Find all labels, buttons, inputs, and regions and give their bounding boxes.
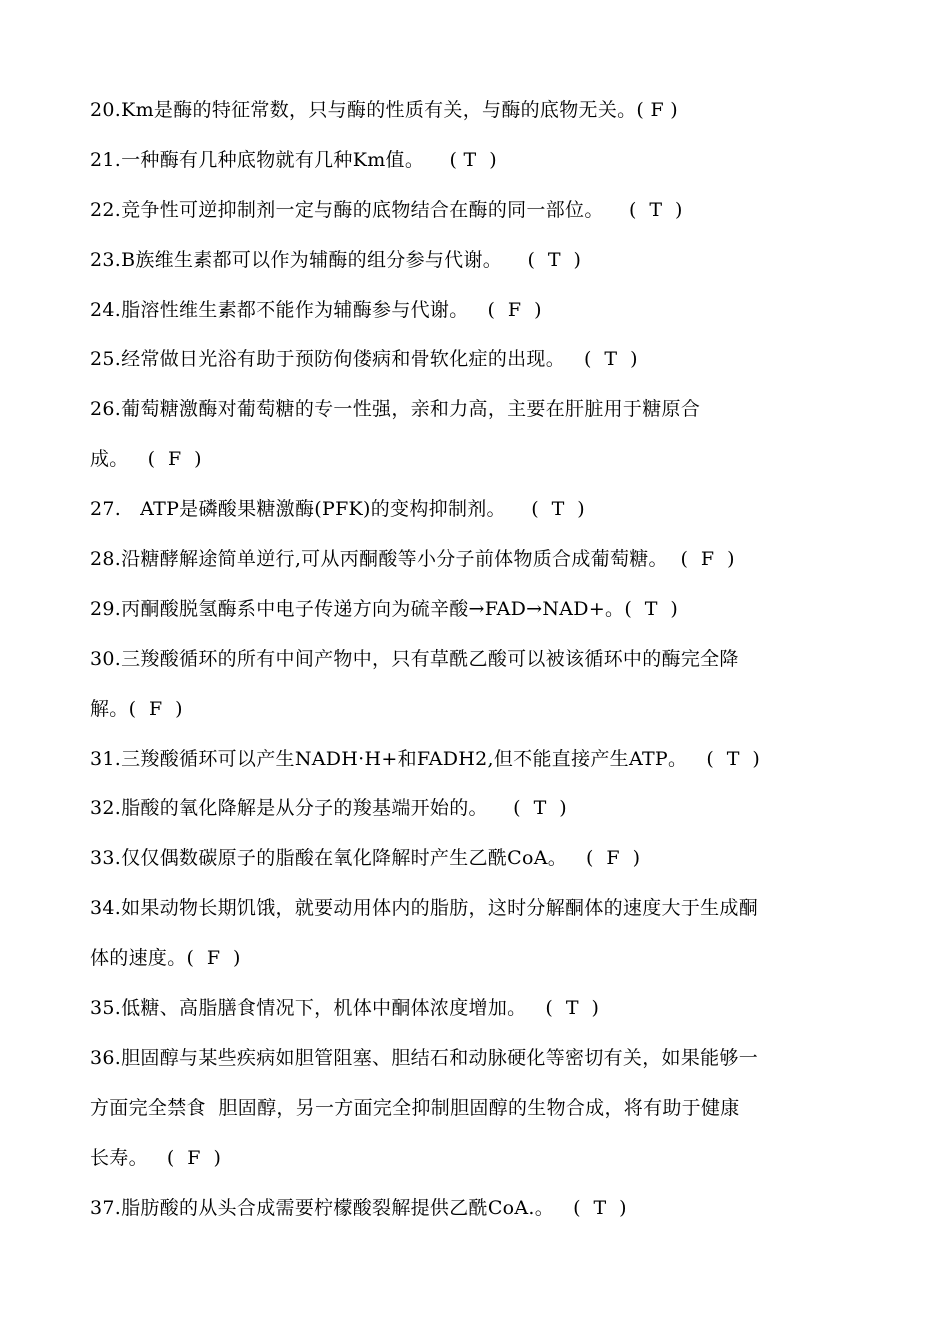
question-29: 29.丙酮酸脱氢酶系中电子传递方向为硫辛酸→FAD→NAD+。( T ) <box>90 597 679 620</box>
question-28: 28.沿糖酵解途简单逆行,可从丙酮酸等小分子前体物质合成葡萄糖。 ( F ) <box>90 548 735 571</box>
question-34-continued: 体的速度。( F ) <box>90 947 241 970</box>
question-37: 37.脂肪酸的从头合成需要柠檬酸裂解提供乙酰CoA.。 ( T ) <box>90 1196 627 1219</box>
question-24: 24.脂溶性维生素都不能作为辅酶参与代谢。 ( F ) <box>90 298 542 321</box>
question-32: 32.脂酸的氧化降解是从分子的羧基端开始的。 ( T ) <box>90 797 567 820</box>
question-36: 36.胆固醇与某些疾病如胆管阻塞、胆结石和动脉硬化等密切有关，如果能够一 <box>90 1046 759 1069</box>
question-21: 21.一种酶有几种底物就有几种Km值。 ( T ) <box>90 148 497 171</box>
question-20: 20.Km是酶的特征常数，只与酶的性质有关，与酶的底物无关。( F ) <box>90 99 679 121</box>
question-31: 31.三羧酸循环可以产生NADH·H+和FADH2,但不能直接产生ATP。 ( T ) <box>90 747 761 770</box>
question-27: 27. ATP是磷酸果糖激酶(PFK)的变构抑制剂。 ( T ) <box>90 498 585 521</box>
question-22: 22.竞争性可逆抑制剂一定与酶的底物结合在酶的同一部位。 ( T ) <box>90 198 683 221</box>
question-30-continued: 解。( F ) <box>90 697 183 720</box>
question-30: 30.三羧酸循环的所有中间产物中，只有草酰乙酸可以被该循环中的酶完全降 <box>90 647 739 670</box>
question-25: 25.经常做日光浴有助于预防佝偻病和骨软化症的出现。 ( T ) <box>90 348 638 371</box>
question-23: 23.B族维生素都可以作为辅酶的组分参与代谢。 ( T ) <box>90 248 582 271</box>
question-34: 34.如果动物长期饥饿，就要动用体内的脂肪，这时分解酮体的速度大于生成酮 <box>90 897 759 920</box>
question-26: 26.葡萄糖激酶对葡萄糖的专一性强，亲和力高，主要在肝脏用于糖原合 <box>90 398 701 421</box>
question-26-continued: 成。 ( F ) <box>90 448 202 471</box>
document-page <box>90 86 865 1233</box>
question-36-continued-2: 长寿。 ( F ) <box>90 1146 222 1169</box>
question-35: 35.低糖、高脂膳食情况下，机体中酮体浓度增加。 ( T ) <box>90 997 600 1020</box>
question-36-continued: 方面完全禁食 胆固醇，另一方面完全抑制胆固醇的生物合成，将有助于健康 <box>90 1096 740 1119</box>
question-33: 33.仅仅偶数碳原子的脂酸在氧化降解时产生乙酰CoA。 ( F ) <box>90 847 641 870</box>
